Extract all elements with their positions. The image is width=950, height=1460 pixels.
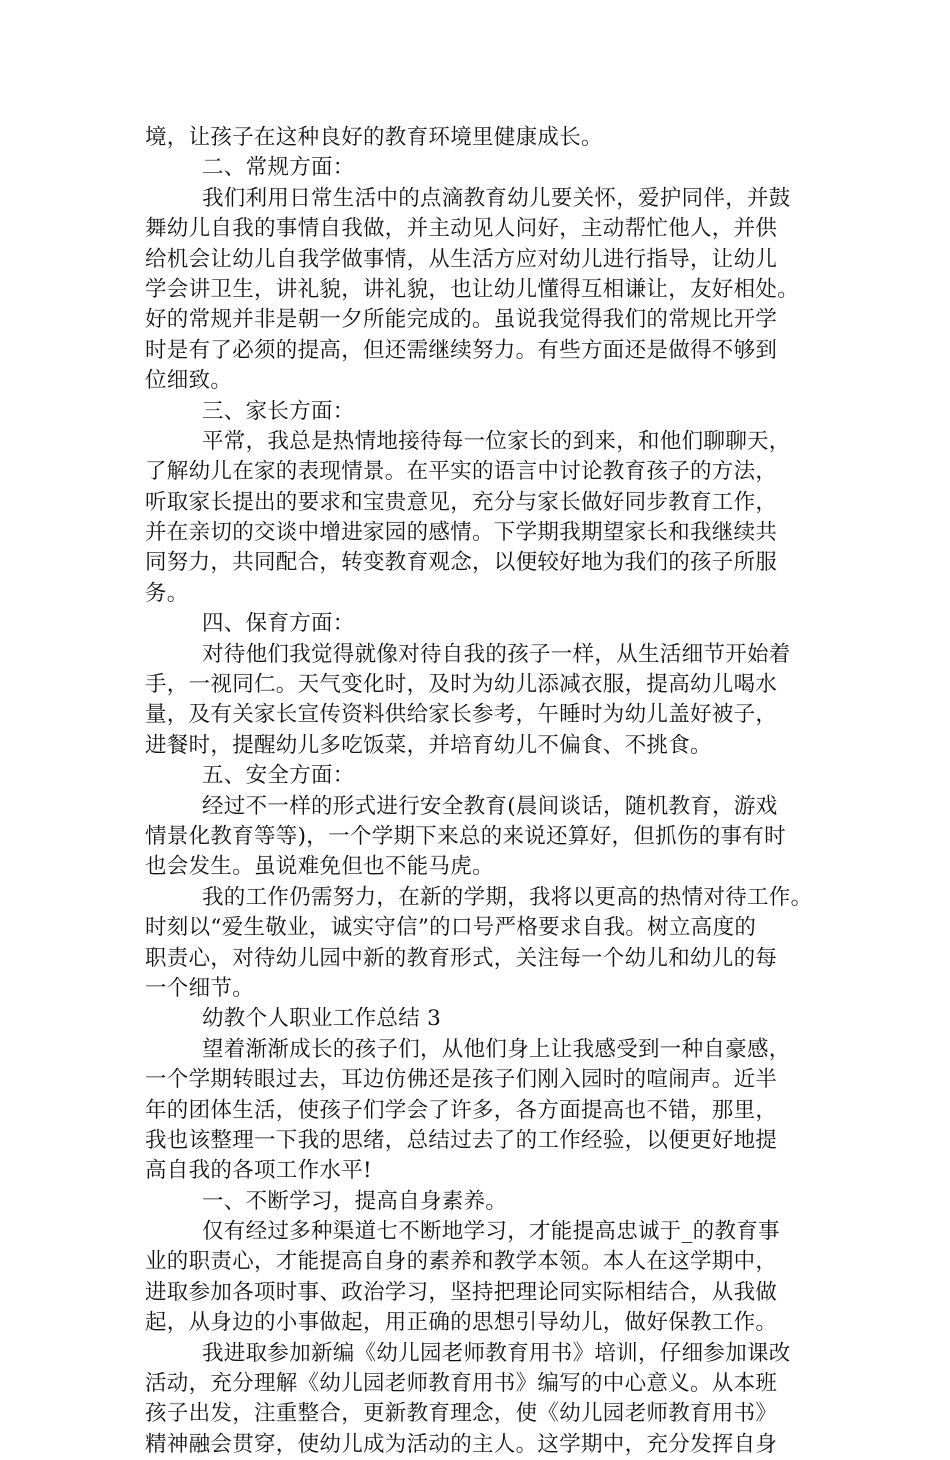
text-line: 我的工作仍需努力，在新的学期，我将以更高的热情对待工作。 xyxy=(202,884,813,910)
text-line: 四、保育方面： xyxy=(202,611,355,637)
text-line: 对待他们我觉得就像对待自我的孩子一样，从生活细节开始着 xyxy=(202,641,791,667)
text-line: 也会发生。虽说难免但也不能马虎。 xyxy=(145,854,494,880)
text-line: 五、安全方面： xyxy=(202,763,355,789)
text-line: 仅有经过多种渠道七不断地学习，才能提高忠诚于_的教育事 xyxy=(202,1219,780,1245)
text-line: 精神融会贯穿，使幼儿成为活动的主人。这学期中，充分发挥自身 xyxy=(145,1431,778,1457)
text-line: 位细致。 xyxy=(145,368,233,394)
text-line: 职责心，对待幼儿园中新的教育形式，关注每一个幼儿和幼儿的每 xyxy=(145,945,778,971)
text-line: 了解幼儿在家的表现情景。在平实的语言中讨论教育孩子的方法， xyxy=(145,459,778,485)
text-line: 二、常规方面： xyxy=(202,155,355,181)
text-line: 望着渐渐成长的孩子们，从他们身上让我感受到一种自豪感， xyxy=(202,1036,791,1062)
text-line: 给机会让幼儿自我学做事情，从生活方应对幼儿进行指导，让幼儿 xyxy=(145,246,778,272)
text-line: 同努力，共同配合，转变教育观念，以便较好地为我们的孩子所服 xyxy=(145,550,778,576)
text-line: 情景化教育等等)，一个学期下来总的来说还算好，但抓伤的事有时 xyxy=(145,823,786,849)
text-line: 高自我的各项工作水平! xyxy=(145,1158,372,1184)
text-line: 进餐时，提醒幼儿多吃饭菜，并培育幼儿不偏食、不挑食。 xyxy=(145,732,712,758)
text-line: 活动，充分理解《幼儿园老师教育用书》编写的中心意义。从本班 xyxy=(145,1371,778,1397)
text-line: 听取家长提出的要求和宝贵意见，充分与家长做好同步教育工作， xyxy=(145,489,778,515)
text-line: 幼教个人职业工作总结 3 xyxy=(202,1006,442,1032)
text-line: 一、不断学习，提高自身素养。 xyxy=(202,1188,508,1214)
text-line: 时刻以“爱生敬业，诚实守信”的口号严格要求自我。树立高度的 xyxy=(145,915,757,941)
text-line: 境，让孩子在这种良好的教育环境里健康成长。 xyxy=(145,125,603,150)
text-line: 三、家长方面： xyxy=(202,398,355,424)
text-line: 进取参加各项时事、政治学习，坚持把理论同实际相结合，从我做 xyxy=(145,1279,778,1305)
text-line: 并在亲切的交谈中增进家园的感情。下学期我期望家长和我继续共 xyxy=(145,520,778,546)
text-line: 经过不一样的形式进行安全教育(晨间谈话，随机教育，游戏 xyxy=(202,793,778,819)
text-line: 务。 xyxy=(145,580,189,606)
text-line: 一个学期转眼过去，耳边仿佛还是孩子们刚入园时的喧闹声。近半 xyxy=(145,1067,778,1093)
text-line: 年的团体生活，使孩子们学会了许多，各方面提高也不错，那里， xyxy=(145,1097,778,1123)
text-line: 我们利用日常生活中的点滴教育幼儿要关怀，爱护同伴，并鼓 xyxy=(202,185,791,211)
text-line: 我进取参加新编《幼儿园老师教育用书》培训，仔细参加课改 xyxy=(202,1340,791,1366)
text-line: 一个细节。 xyxy=(145,975,255,1001)
text-line: 时是有了必须的提高，但还需继续努力。有些方面还是做得不够到 xyxy=(145,337,778,363)
text-line: 孩子出发，注重整合，更新教育理念，使《幼儿园老师教育用书》 xyxy=(145,1401,778,1427)
text-line: 手，一视同仁。天气变化时，及时为幼儿添减衣服，提高幼儿喝水 xyxy=(145,672,778,698)
text-line: 我也该整理一下我的思绪，总结过去了的工作经验，以便更好地提 xyxy=(145,1127,778,1153)
text-line: 学会讲卫生，讲礼貌，讲礼貌，也让幼儿懂得互相谦让，友好相处。 xyxy=(145,276,800,302)
text-line: 量，及有关家长宣传资料供给家长参考，午睡时为幼儿盖好被子， xyxy=(145,702,778,728)
text-line: 好的常规并非是朝一夕所能完成的。虽说我觉得我们的常规比开学 xyxy=(145,307,778,333)
text-line: 业的职责心，才能提高自身的素养和教学本领。本人在这学期中， xyxy=(145,1249,778,1275)
text-line: 舞幼儿自我的事情自我做，并主动见人问好，主动帮忙他人，并供 xyxy=(145,216,778,242)
text-line: 平常，我总是热情地接待每一位家长的到来，和他们聊聊天， xyxy=(202,428,791,454)
text-line: 起，从身边的小事做起，用正确的思想引导幼儿，做好保教工作。 xyxy=(145,1310,778,1336)
document-body xyxy=(145,123,825,1460)
